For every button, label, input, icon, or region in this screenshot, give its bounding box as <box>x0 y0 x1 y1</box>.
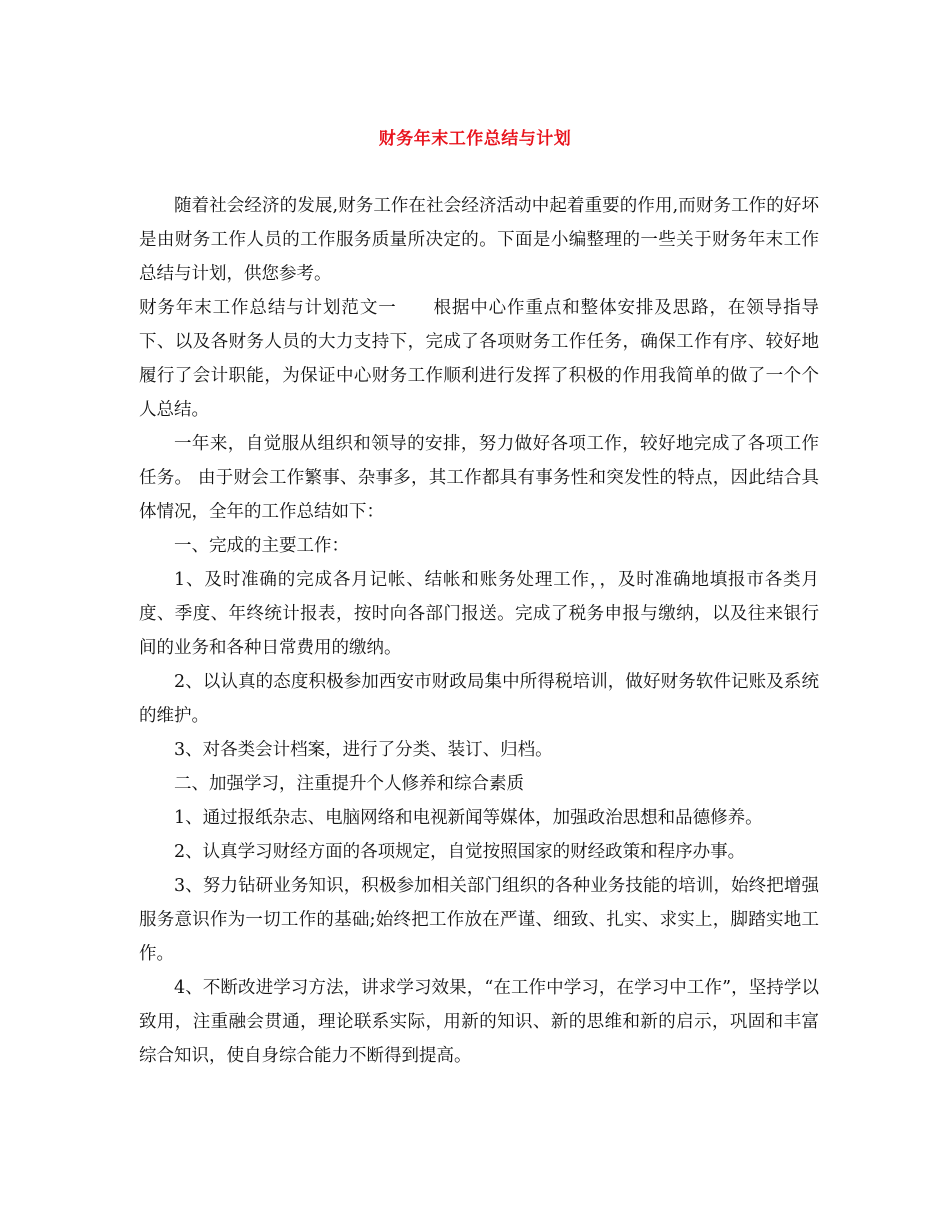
document-body <box>139 189 819 1073</box>
document-title: 财务年末工作总结与计划 <box>378 129 572 149</box>
list-item-3: 3、对各类会计档案，进行了分类、装订、归档。 <box>174 740 553 760</box>
study-item-3: 3、努力钻研业务知识，积极参加相关部门组织的各种业务技能的培训，始终把增强服务意识作为一切工作的基础;始终把工作放在严谨、细致、扎实、求实上，脚踏实地工作。 <box>139 876 819 964</box>
paragraph-intro: 随着社会经济的发展,财务工作在社会经济活动中起着重要的作用,而财务工作的好坏是由财务工作人员的工作服务质量所决定的。下面是小编整理的一些关于财务年末工作总结与计划，供您参考。 <box>139 196 819 284</box>
study-item-4: 4、不断改进学习方法，讲求学习效果，“在工作中学习，在学习中工作”，坚持学以致用，注重融会贯通，理论联系实际，用新的知识、新的思维和新的启示，巩固和丰富综合知识，使自身综合能力不断得到提高。 <box>139 978 819 1066</box>
list-item-1: 1、及时准确的完成各月记帐、结帐和账务处理工作，，及时准确地填报市各类月度、季度、年终统计报表，按时向各部门报送。完成了税务申报与缴纳，以及往来银行间的业务和各种日常费用的缴纳。 <box>139 570 819 658</box>
heading-main-work: 一、完成的主要工作： <box>174 536 349 556</box>
list-item-2: 2、以认真的态度积极参加西安市财政局集中所得税培训，做好财务软件记账及系统的维护。 <box>139 672 819 726</box>
paragraph-overview: 一年来，自觉服从组织和领导的安排，努力做好各项工作，较好地完成了各项工作任务。 由于财会工作繁事、杂事多，其工作都具有事务性和突发性的特点，因此结合具体情况，全年的工作总结如下： <box>139 434 819 522</box>
paragraph-sample-one: 财务年末工作总结与计划范文一 根据中心作重点和整体安排及思路，在领导指导下、以及各财务人员的大力支持下，完成了各项财务工作任务，确保工作有序、较好地履行了会计职能，为保证中心财务工作顺利进行发挥了积极的作用我简单的做了一个个人总结。 <box>139 298 819 420</box>
study-item-1: 1、通过报纸杂志、电脑网络和电视新闻等媒体，加强政治思想和品德修养。 <box>174 808 763 828</box>
heading-study: 二、加强学习，注重提升个人修养和综合素质 <box>174 774 524 794</box>
study-item-2: 2、认真学习财经方面的各项规定，自觉按照国家的财经政策和程序办事。 <box>174 842 746 862</box>
